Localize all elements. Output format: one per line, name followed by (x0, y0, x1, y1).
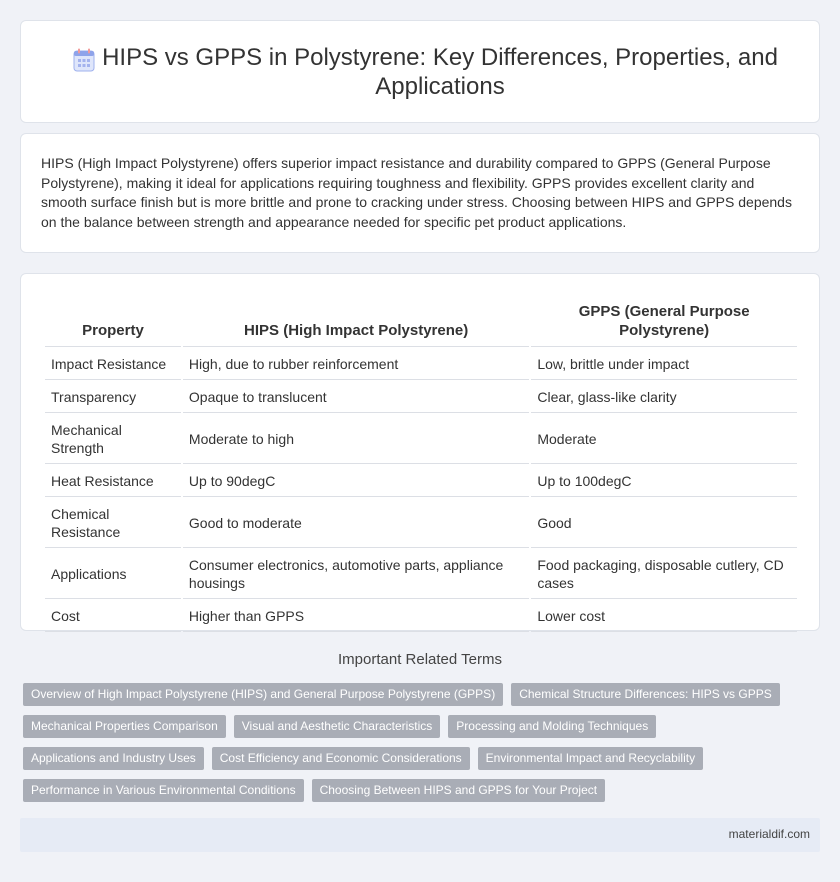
related-term-tag[interactable]: Processing and Molding Techniques (448, 715, 656, 738)
table-cell: Up to 90degC (183, 466, 529, 497)
table-cell: Chemical Resistance (45, 499, 181, 548)
table-cell: Applications (45, 550, 181, 599)
comparison-table-card (20, 273, 820, 631)
table-cell: Up to 100degC (531, 466, 797, 497)
table-header-row (45, 296, 797, 347)
intro-paragraph: HIPS (High Impact Polystyrene) offers superior impact resistance and durability compared to GPPS (General Purpose Polystyrene), making it ideal for applications requiring toughness and flexibility. GPPS provides excellent clarity and smooth surface finish but is more brittle and prone to cracking under stress. Choosing between HIPS and GPPS depends on the balance between strength and appearance needed for specific pet product applications. (41, 155, 792, 230)
related-term-tag[interactable]: Mechanical Properties Comparison (23, 715, 226, 738)
table-cell: Impact Resistance (45, 349, 181, 380)
related-term-tag[interactable]: Chemical Structure Differences: HIPS vs GPPS (511, 683, 780, 706)
table-cell: High, due to rubber reinforcement (183, 349, 529, 380)
table-row (45, 550, 797, 599)
related-terms-list (23, 683, 823, 802)
intro-card (20, 133, 820, 253)
related-term-tag[interactable]: Cost Efficiency and Economic Considerations (212, 747, 470, 770)
page-title: HIPS vs GPPS in Polystyrene: Key Differences, Properties, and Applications (102, 44, 778, 100)
related-term-tag[interactable]: Applications and Industry Uses (23, 747, 204, 770)
table-row (45, 349, 797, 380)
footer-site-link[interactable]: materialdif.com (728, 827, 810, 841)
table-cell: Clear, glass-like clarity (531, 382, 797, 413)
related-term-tag[interactable]: Overview of High Impact Polystyrene (HIPS) and General Purpose Polystyrene (GPPS) (23, 683, 503, 706)
table-cell: Transparency (45, 382, 181, 413)
header-card (20, 20, 820, 123)
column-header-gpps: GPPS (General Purpose Polystyrene) (531, 296, 797, 347)
related-term-tag[interactable]: Visual and Aesthetic Characteristics (234, 715, 441, 738)
footer (20, 818, 820, 852)
table-cell: Moderate to high (183, 415, 529, 464)
table-row (45, 466, 797, 497)
table-cell: Opaque to translucent (183, 382, 529, 413)
table-cell: Food packaging, disposable cutlery, CD cases (531, 550, 797, 599)
table-cell: Low, brittle under impact (531, 349, 797, 380)
table-cell: Heat Resistance (45, 466, 181, 497)
table-cell: Good to moderate (183, 499, 529, 548)
comparison-table (43, 294, 799, 634)
column-header-hips: HIPS (High Impact Polystyrene) (183, 296, 529, 347)
table-row (45, 382, 797, 413)
table-cell: Lower cost (531, 601, 797, 632)
column-header-property: Property (45, 296, 181, 347)
related-term-tag[interactable]: Performance in Various Environmental Conditions (23, 779, 304, 802)
table-row (45, 601, 797, 632)
table-row (45, 415, 797, 464)
table-row (45, 499, 797, 548)
table-cell: Cost (45, 601, 181, 632)
related-terms-heading: Important Related Terms (338, 651, 502, 668)
related-term-tag[interactable]: Choosing Between HIPS and GPPS for Your Project (312, 779, 606, 802)
table-cell: Consumer electronics, automotive parts, appliance housings (183, 550, 529, 599)
table-cell: Mechanical Strength (45, 415, 181, 464)
table-cell: Moderate (531, 415, 797, 464)
table-cell: Higher than GPPS (183, 601, 529, 632)
related-term-tag[interactable]: Environmental Impact and Recyclability (478, 747, 703, 770)
table-cell: Good (531, 499, 797, 548)
